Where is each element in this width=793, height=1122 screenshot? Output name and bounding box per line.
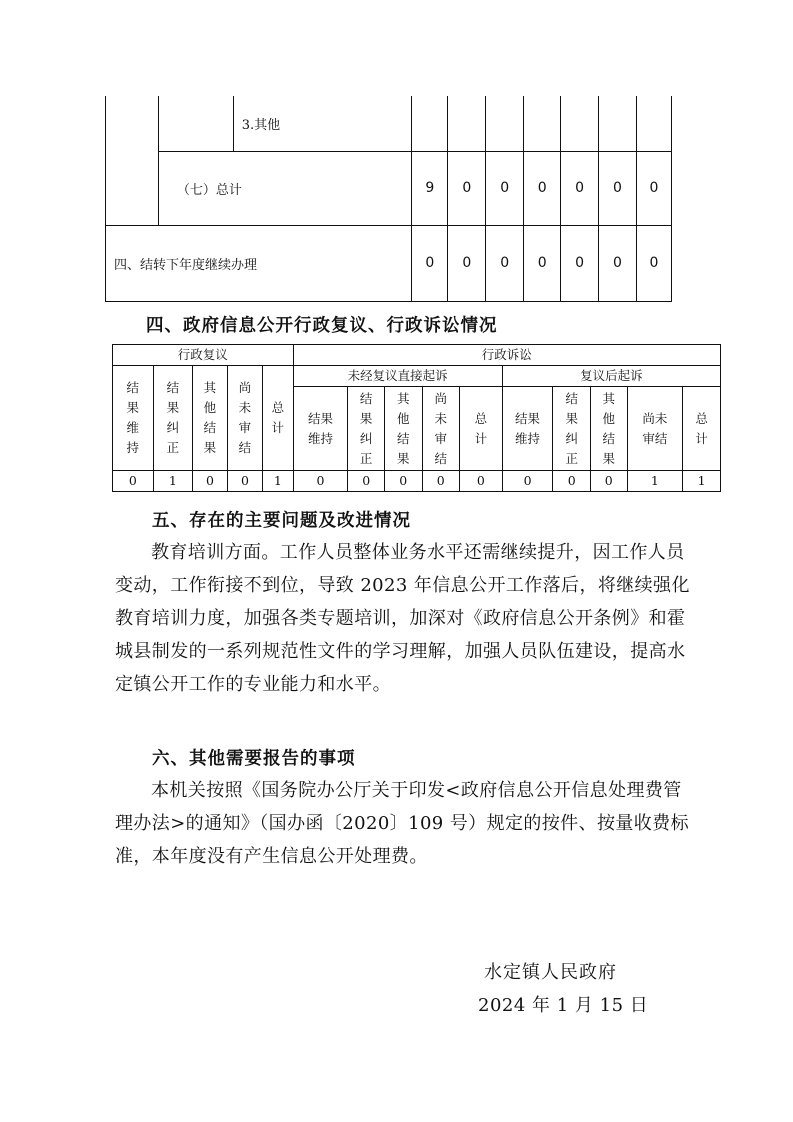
section-6-body: 本机关按照《国务院办公厅关于印发<政府信息公开信息处理费管理办法>的通知》（国办函〔2020〕109 号）规定的按件、按量收费标准，本年度没有产生信息公开处理费。 — [115, 780, 689, 867]
col-header: 结果 维持 — [502, 387, 553, 471]
table-cell: 0 — [384, 471, 422, 492]
table-row-values — [113, 471, 721, 492]
section-5-title: 五、存在的主要问题及改进情况 — [152, 511, 411, 531]
table-cell: 0 — [486, 151, 524, 225]
col-header: 总 计 — [263, 366, 293, 471]
table-row-carryover — [106, 225, 672, 301]
col-header: 尚 未 审 结 — [227, 366, 263, 471]
col-header: 尚未 审结 — [627, 387, 683, 471]
review-litigation-table — [112, 344, 721, 492]
table-cell: 1 — [153, 471, 193, 492]
table-row-other — [106, 96, 672, 151]
col-header: 结果 维持 — [293, 387, 348, 471]
col-header: 总 计 — [683, 387, 721, 471]
table-cell: 0 — [422, 471, 460, 492]
table-cell: 0 — [227, 471, 263, 492]
row-other-label: 3.其他 — [233, 96, 412, 151]
row-total-label: （七）总计 — [158, 151, 412, 225]
row-carry-label: 四、结转下年度继续办理 — [106, 225, 412, 301]
col-header: 其 他 结 果 — [590, 387, 627, 471]
table-cell: 0 — [553, 471, 591, 492]
table-cell: 0 — [561, 225, 599, 301]
col-header: 其 他 结 果 — [384, 387, 422, 471]
signature-date: 2024 年 1 月 15 日 — [478, 995, 649, 1016]
header-litigation: 行政诉讼 — [293, 345, 720, 366]
col-header: 结 果 纠 正 — [348, 387, 385, 471]
table-row-total — [106, 151, 672, 225]
section-6-title: 六、其他需要报告的事项 — [152, 749, 356, 769]
table-cell: 9 — [412, 151, 448, 225]
col-header: 结 果 维 持 — [113, 366, 154, 471]
table-cell: 0 — [193, 471, 228, 492]
table-cell: 0 — [293, 471, 348, 492]
table-cell: 0 — [412, 225, 448, 301]
section-4-title: 四、政府信息公开行政复议、行政诉讼情况 — [146, 316, 498, 336]
table-cell: 0 — [636, 151, 671, 225]
table-cell: 0 — [448, 225, 486, 301]
table-cell: 0 — [524, 151, 561, 225]
table-cell: 1 — [627, 471, 683, 492]
table-cell: 0 — [599, 225, 637, 301]
section-5-body: 教育培训方面。工作人员整体业务水平还需继续提升，因工作人员变动，工作衔接不到位，导致 2023 年信息公开工作落后，将继续强化教育培训力度，加强各类专题培训，加深对《政府信息公开条例》和霍城县制发的一系列规范性文件的学习理解，加强人员队伍建设，提高水定镇公开工作的专业能力和水平。 — [115, 542, 690, 695]
table-cell: 1 — [263, 471, 293, 492]
table-cell: 0 — [460, 471, 503, 492]
table-cell: 0 — [348, 471, 385, 492]
disclosure-stats-table — [105, 96, 672, 302]
table-cell: 0 — [486, 225, 524, 301]
col-header: 总 计 — [460, 387, 503, 471]
col-header: 结 果 纠 正 — [553, 387, 591, 471]
col-header: 其 他 结 果 — [193, 366, 228, 471]
table-cell: 0 — [590, 471, 627, 492]
header-after-review-suit: 复议后起诉 — [502, 366, 720, 387]
col-header: 结 果 纠 正 — [153, 366, 193, 471]
table-cell: 0 — [502, 471, 553, 492]
header-direct-suit: 未经复议直接起诉 — [293, 366, 502, 387]
table-cell: 0 — [599, 151, 637, 225]
table-cell: 0 — [636, 225, 671, 301]
table-cell: 0 — [524, 225, 561, 301]
table-cell: 0 — [113, 471, 154, 492]
table-cell: 0 — [561, 151, 599, 225]
signature-org: 水定镇人民政府 — [484, 962, 617, 983]
table-cell: 0 — [448, 151, 486, 225]
col-header: 尚 未 审 结 — [422, 387, 460, 471]
header-review: 行政复议 — [113, 345, 294, 366]
table-cell: 1 — [683, 471, 721, 492]
